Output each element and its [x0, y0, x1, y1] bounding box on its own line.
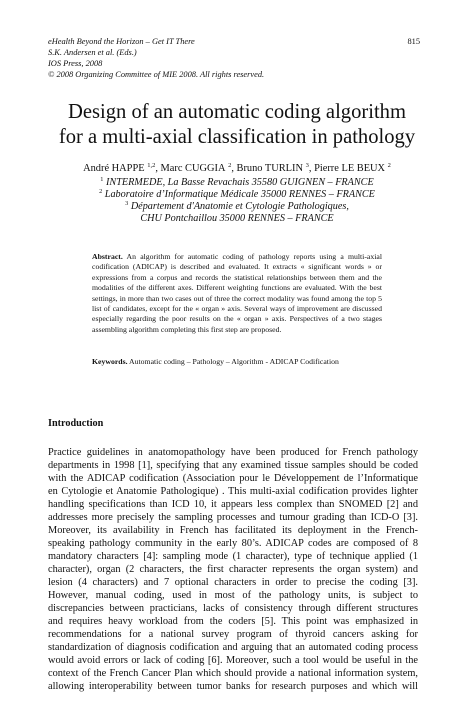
title-line: for a multi-axial classification in pathology — [58, 126, 416, 148]
body-line: speaking pathology community in the early 80’s. ADICAP codes are composed of 8 — [48, 538, 418, 550]
affiliation-text: Département d'Anatomie et Cytologie Pathologiques, — [130, 201, 349, 212]
affiliation — [30, 177, 444, 189]
paper-title — [30, 100, 444, 150]
body-line: allowing interoperability between tumor banks for research purposes and which will — [48, 681, 418, 693]
affiliation-text: INTERMEDE, La Basse Revachais 35580 GUIGNEN – FRANCE — [106, 177, 374, 188]
author-name: Marc CUGGIA — [160, 163, 226, 174]
header-line: S.K. Andersen et al. (Eds.) — [48, 48, 137, 57]
author-name: Pierre LE BEUX — [314, 163, 386, 174]
affiliation — [30, 201, 444, 213]
author-name: André HAPPE — [83, 163, 145, 174]
keywords-label: Keywords. — [92, 357, 128, 366]
body-line: recommendations for a national survey program of thyroid cancers asking for — [48, 629, 418, 641]
keywords-text: Automatic coding – Pathology – Algorithm - ADICAP Codification — [129, 357, 339, 366]
author-affiliation-mark: 2 — [387, 162, 391, 169]
introduction-body — [48, 446, 418, 693]
body-line: with the ADICAP codification (Association pour le Développement de l’Informatique — [48, 473, 418, 485]
body-line: standardization of diagnosis codification and arguing that an automated coding process — [48, 642, 418, 654]
author-name: Bruno TURLIN — [236, 163, 303, 174]
body-line: context of the French Cancer Plan which should provide a national information system, — [48, 668, 418, 680]
affiliation — [30, 213, 444, 225]
author-affiliation-mark: 2 — [228, 162, 232, 169]
body-line: would avoid errors or lack of coding [6]. Moreover, such a tool would be useful in the — [48, 655, 418, 667]
affiliation-mark: 2 — [99, 188, 103, 195]
body-line: departments in 1998 [1], specifying that any examined tissue samples should be coded — [48, 460, 418, 472]
body-line: mandatory characters [4]: sampling mode (1 character), type of technique applied (1 — [48, 551, 418, 563]
author-affiliation-mark: 1,2 — [147, 162, 156, 169]
affiliation-list — [30, 177, 444, 225]
affiliation-mark: 3 — [125, 200, 129, 207]
affiliation-mark: 1 — [100, 176, 104, 183]
body-line: addresses more precisely the sampling processes and tumour grading than ICD-O [3]. — [48, 512, 418, 524]
author-affiliation-mark: 3 — [305, 162, 309, 169]
body-line: character), organ (2 characters, the first character represents the organ system) and — [48, 564, 418, 576]
running-header — [48, 36, 428, 80]
body-line: lesion (4 characters) and 7 optional characters in order to precise the coding [3]. — [48, 577, 418, 589]
body-line: Moreover, its availability in French has facilitated its deployment in the French- — [48, 525, 418, 537]
abstract-label: Abstract. — [92, 252, 123, 261]
affiliation-text: CHU Pontchaillou 35000 RENNES – FRANCE — [140, 213, 334, 224]
body-line: handling specifications than ICD 10, it appears less complex than SNOMED [2] and — [48, 499, 418, 511]
body-line: discrepancies between practicians, lacks of consistency through different structures — [48, 603, 418, 615]
author-list: André HAPPE $^{1,2}$, Marc CUGGIA $^2$, Bruno TURLIN $^3$, Pierre LE BEUX $^2$ — [83, 162, 391, 174]
body-line: However, manual coding, used in most of the pathology units, is subject to — [48, 590, 418, 602]
abstract-text: An algorithm for automatic coding of pathology reports using a multi-axial codification (ADICAP) is described and evaluated. It extracts « significant words » or expressions from a corpus and records the statistical relationships between them and the modalities of the different axes. Different weighting functions are evaluated. With the best settings, in more than two cases out of three the correct modality was found among the top 5 list of candidates, except for the « organ » axis. Several ways of improvement are discussed especially regarding the poor results on the « organ » axis. Perspectives of a two stages assembling algorithm completing this first step are proposed. — [92, 252, 382, 334]
affiliation-text: Laboratoire d’Informatique Médicale 35000 RENNES – FRANCE — [104, 189, 375, 200]
header-line: IOS Press, 2008 — [48, 59, 103, 68]
section-heading: Introduction — [48, 418, 104, 429]
title-line: Design of an automatic coding algorithm — [68, 101, 406, 123]
page-number: 815 — [407, 37, 420, 46]
body-line: and requires heavy workload from the coders [5]. This point was emphasized in — [48, 616, 418, 628]
body-line: en Cytologie et Anatomie Pathologique) . This multi-axial codification provides lighter — [48, 486, 418, 498]
abstract — [92, 252, 382, 335]
header-line: © 2008 Organizing Committee of MIE 2008. All rights reserved. — [48, 70, 265, 79]
body-line: Practice guidelines in anatomopathology have been produced for French pathology — [48, 447, 418, 458]
header-line: eHealth Beyond the Horizon – Get IT There — [48, 37, 195, 46]
affiliation — [30, 189, 444, 201]
keywords — [92, 357, 392, 367]
